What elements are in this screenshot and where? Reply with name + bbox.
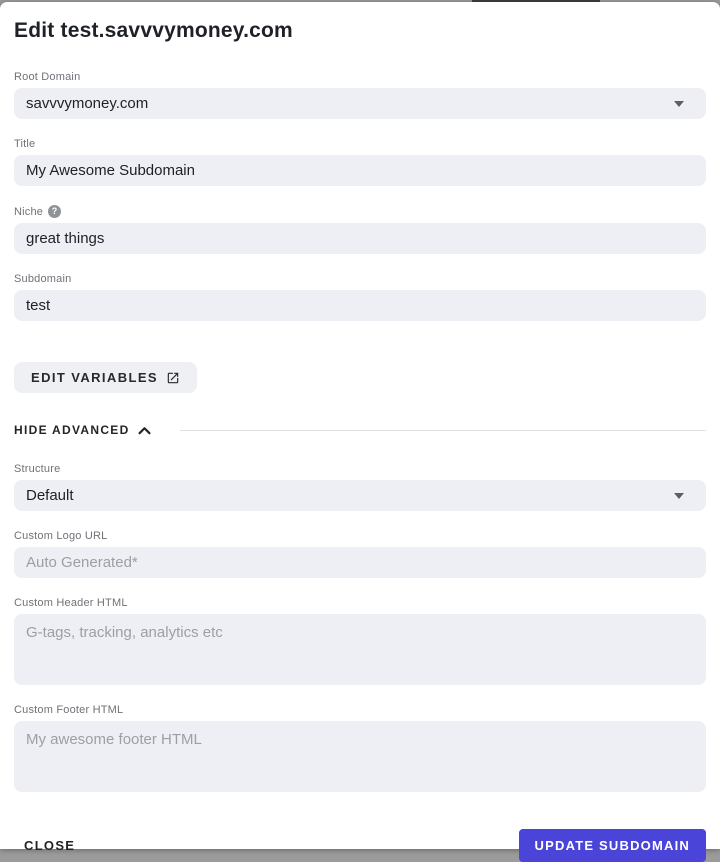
chevron-down-icon: [674, 101, 684, 107]
niche-group: [14, 205, 706, 254]
subdomain-group: [14, 273, 706, 321]
structure-select[interactable]: [14, 480, 706, 511]
root-domain-select[interactable]: [14, 88, 706, 119]
custom-header-html-label: Custom Header HTML: [14, 597, 128, 609]
custom-header-html-group: [14, 597, 706, 685]
custom-header-html-textarea[interactable]: [14, 614, 706, 685]
niche-label-row: [14, 205, 706, 218]
subdomain-input[interactable]: [14, 290, 706, 321]
title-input[interactable]: [14, 155, 706, 186]
hide-advanced-label: HIDE ADVANCED: [14, 423, 130, 437]
chevron-up-icon: [138, 426, 151, 435]
subdomain-label: Subdomain: [14, 273, 72, 285]
title-group: [14, 138, 706, 186]
chevron-down-icon: [674, 493, 684, 499]
root-domain-label: Root Domain: [14, 71, 81, 83]
open-in-new-icon: [166, 371, 180, 385]
edit-subdomain-dialog: [0, 2, 720, 853]
custom-logo-url-group: [14, 530, 706, 578]
structure-group: [14, 463, 706, 511]
custom-logo-url-input[interactable]: [14, 547, 706, 578]
niche-label: Niche: [14, 205, 44, 218]
edit-variables-label: EDIT VARIABLES: [31, 370, 158, 385]
custom-footer-html-label: Custom Footer HTML: [14, 704, 124, 716]
structure-value: Default: [26, 487, 74, 504]
edit-variables-button[interactable]: [14, 362, 197, 393]
custom-logo-url-label: Custom Logo URL: [14, 530, 108, 542]
hide-advanced-button[interactable]: [14, 421, 151, 439]
dialog-footer: [14, 829, 706, 862]
root-domain-value: savvvymoney.com: [26, 95, 149, 112]
title-label: Title: [14, 138, 36, 150]
custom-footer-html-textarea[interactable]: [14, 721, 706, 792]
close-button[interactable]: CLOSE: [16, 830, 83, 861]
divider: [180, 430, 706, 431]
structure-label: Structure: [14, 463, 61, 475]
help-icon[interactable]: ?: [48, 205, 61, 218]
niche-input[interactable]: [14, 223, 706, 254]
custom-footer-html-group: [14, 704, 706, 792]
advanced-toggle-row: [14, 421, 706, 439]
update-subdomain-button[interactable]: UPDATE SUBDOMAIN: [519, 829, 706, 862]
root-domain-group: [14, 71, 706, 119]
advanced-section: [14, 463, 706, 792]
edit-subdomain-form: [14, 71, 706, 862]
page-title: Edit test.savvvymoney.com: [14, 19, 293, 42]
